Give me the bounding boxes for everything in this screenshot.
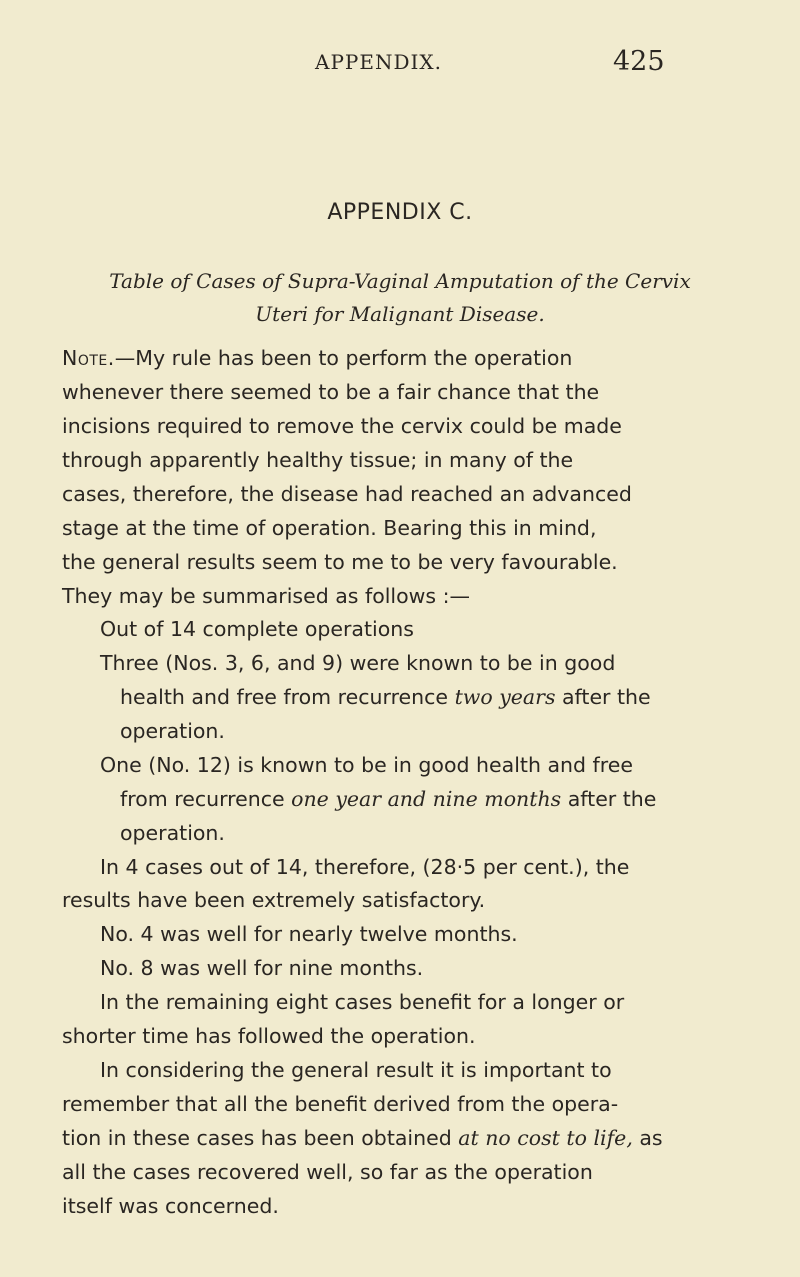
text-span: tion in these cases has been obtained: [62, 1126, 459, 1150]
text-line-5: cases, therefore, the disease had reached an advanced: [62, 482, 632, 506]
text-line-19: No. 8 was well for nine months.: [100, 956, 424, 980]
text-line-21: shorter time has followed the operation.: [62, 1024, 476, 1048]
text-line-16: In 4 cases out of 14, therefore, (28·5 per cent.), the: [100, 855, 630, 879]
text-line-14: [120, 784, 800, 814]
text-line-8: They may be summarised as follows :—: [62, 584, 471, 608]
text-line-11: [120, 682, 800, 712]
table-subtitle: [60, 265, 740, 331]
text-line-13: One (No. 12) is known to be in good health and free: [100, 753, 633, 777]
text-line-3: incisions required to remove the cervix could be made: [62, 414, 622, 438]
running-head: APPENDIX.: [315, 50, 442, 74]
text-line-1: [62, 343, 742, 373]
text-span: —My rule has been to perform the operation: [114, 346, 573, 370]
text-line-4: through apparently healthy tissue; in many of the: [62, 448, 574, 472]
text-span: health and free from recurrence: [120, 685, 455, 709]
text-line-6: stage at the time of operation. Bearing this in mind,: [62, 516, 597, 540]
italic-span: at no cost to life,: [458, 1126, 633, 1150]
text-line-24: [62, 1123, 742, 1153]
text-line-10: Three (Nos. 3, 6, and 9) were known to be in good: [100, 651, 616, 675]
appendix-title: APPENDIX C.: [327, 200, 473, 225]
italic-span: one year and nine months: [291, 787, 562, 811]
italic-span: two years: [454, 685, 556, 709]
text-line-2: whenever there seemed to be a fair chance that the: [62, 380, 600, 404]
note-label: Note.: [62, 346, 115, 370]
text-line-7: the general results seem to me to be very favourable.: [62, 550, 618, 574]
text-line-23: remember that all the benefit derived from the opera-: [62, 1092, 619, 1116]
text-span: as: [632, 1126, 663, 1150]
text-span: after the: [555, 685, 651, 709]
text-span: after the: [561, 787, 657, 811]
text-line-18: No. 4 was well for nearly twelve months.: [100, 922, 518, 946]
subtitle-line-1: Table of Cases of Supra-Vaginal Amputation of the Cervix: [109, 269, 691, 293]
text-line-12: operation.: [120, 719, 225, 743]
text-line-25: all the cases recovered well, so far as the operation: [62, 1160, 593, 1184]
subtitle-line-2: Uteri for Malignant Disease.: [255, 302, 545, 326]
text-line-22: In considering the general result it is important to: [100, 1058, 612, 1082]
text-line-9: Out of 14 complete operations: [100, 617, 414, 641]
text-line-15: operation.: [120, 821, 225, 845]
text-line-17: results have been extremely satisfactory.: [62, 888, 486, 912]
text-span: from recurrence: [120, 787, 292, 811]
text-line-26: itself was concerned.: [62, 1194, 279, 1218]
page-number: 425: [613, 46, 665, 77]
text-line-20: In the remaining eight cases benefit for a longer or: [100, 990, 625, 1014]
